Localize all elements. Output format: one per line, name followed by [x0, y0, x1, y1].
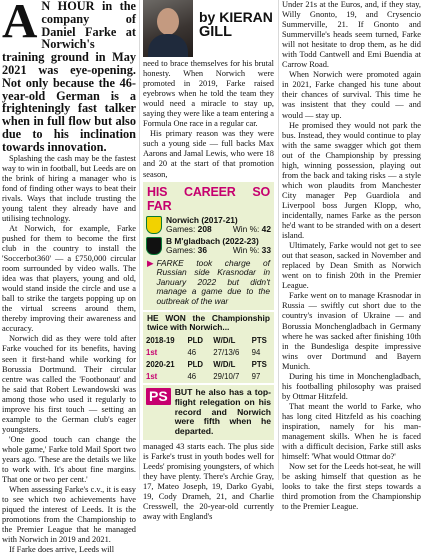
table-row [143, 371, 274, 383]
lead-text: N HOUR in the company of Daniel Farke at Norwich's training ground in May 2021 was eye-opening. Not only because the 46-year-old German is a frighteningly fast talker when in full flow but also due to his inclination towards innovation. [2, 0, 136, 154]
win-label: Win %: [232, 245, 260, 256]
paragraph: Ultimately, Farke would not get to see out that season, sacked in November and replaced by Dean Smith as Norwich went on to finish 20th in the Premier League. [282, 241, 421, 291]
table-row [143, 335, 274, 347]
games-label: Games: [166, 245, 196, 256]
club-name: B M'gladbach (2022-23) [166, 235, 259, 246]
club-norwich [143, 215, 274, 236]
paragraph: managed 43 starts each. The plus side is Farke's trust in youth bodes well for Leeds' promising youngsters, of which they have plenty. There's Archie Gray, 17, Mateo Joseph, 19, Darko Gyabi, 19, Cody Drameh, 21, and Charlie Cresswell, the 20-year-old currently away with England's [143, 441, 274, 522]
games-label: Games: [166, 224, 196, 235]
paragraph: Under 21s at the Euros, and, if they stay, Willy Gnonto, 19, and Crysencio Summerville, 21. If Gnonto and Summerville's heads seem turned, Farke will not hesitate to drop them, as he did with Todd Cantwell and Emi Buendia at Carrow Road. [282, 0, 421, 70]
games-value: 208 [197, 224, 212, 235]
paragraph: At Norwich, for example, Farke pushed for them to become the first club in the country to install the 'Soccerbot360' — a £750,000 circular room surrounded by video walls. The idea was that players, young and old, would stand inside the circle and use a ball to strike the targets popping up on the virtual screens around them, thereby improving their awareness and accuracy. [2, 223, 136, 334]
byline-prefix: by KIERAN [199, 9, 273, 25]
table-cell: 94 [251, 347, 261, 357]
club-gladbach [143, 236, 274, 257]
games-value: 36 [197, 245, 207, 256]
table-cell: 46 [187, 371, 197, 381]
position-cell: 1st [146, 371, 158, 381]
column-header: W/D/L [213, 335, 236, 345]
column-header: PTS [251, 335, 267, 345]
gladbach-crest-icon [146, 237, 162, 255]
table-cell: 29/10/7 [213, 371, 240, 381]
table-row [143, 359, 274, 371]
paragraph: During his time in Monchengladbach, his footballing philosophy was praised by Ottmar Hitzfeld. [282, 371, 421, 401]
triangle-right-icon: ▶ [147, 257, 154, 268]
career-note [143, 257, 274, 310]
ps-text: BUT he also has a top-flight relegation on his record and Norwich were fifth when he departed. [174, 386, 271, 437]
stats-box [143, 312, 274, 383]
byline-surname: GILL [199, 24, 233, 40]
paragraph: Farke went on to manage Krasnodar in Russia — swiftly cut short due to the country's invasion of Ukraine — and Borussia Monchengladbach in Germany where he was sacked after finishing 10th in the Bundesliga despite impressive wins over Dortmund and Bayern Munich. [282, 291, 421, 371]
ps-tag: PS [146, 388, 171, 405]
lead-paragraph [2, 0, 136, 154]
paragraph: His primary reason was they were such a young side — full backs Max Aarons and Jamal Lewis, who were 18 and 20 at the start of that promotion season, [143, 129, 274, 179]
table-row [143, 347, 274, 359]
paragraph: need to brace themselves for his brutal honesty. When Norwich were promoted in 2019, Farke raised eyebrows when he told the team they would need a miracle to stay up, saying they were like a team entering a Formula One race in a regular car. [143, 59, 274, 129]
column-header: PLD [187, 359, 204, 369]
paragraph: If Farke does arrive, Leeds will [9, 545, 115, 555]
paragraph: Splashing the cash may be the fastest way to win in football, but Leeds are on the brink of hiring a manager who is fond of finding other ways to beat their rivals. Ways that include trusting the young talent they already have and utilising technology. [2, 153, 136, 223]
paragraph: Norwich did as they were told after Farke vouched for its benefits, having seen it first-hand while working for Borussia Dortmund. Their circular centre was called the 'Footbonaut' and he said that Robert Lewandowski was among those who used it regularly to improve his first touch — setting an example to the German club's eager youngsters. [2, 334, 136, 434]
author-photo [143, 0, 193, 57]
paragraph: When Norwich were promoted again in 2021, Farke changed his tune about their chances of survival. This time he was insistent that they could — and would — stay up. [282, 70, 421, 120]
stats-table [143, 335, 274, 383]
column-header: W/D/L [213, 359, 236, 369]
article-column-1 [2, 0, 136, 555]
club-name: Norwich (2017-21) [166, 214, 238, 225]
position-cell: 1st [146, 347, 158, 357]
stats-title: HE WON the Championship twice with Norwich... [147, 312, 270, 333]
career-box [143, 182, 274, 310]
drop-cap: A [2, 0, 38, 48]
paragraph: Now set for the Leeds hot-seat, he will be asking himself that question as he looks to take the first steps towards a third promotion from the Championship to the Premier League. [282, 462, 421, 512]
win-label: Win %: [232, 224, 260, 235]
table-cell: 97 [251, 371, 261, 381]
table-cell: 46 [187, 347, 197, 357]
paragraph: When assessing Farke's c.v., it is easy to see which two achievements have piqued the interest of Leeds. It is the promotions from the Championship to the Premier League that he managed with Norwich in 2019 and 2021. [2, 485, 136, 545]
paragraph: He promised they would not park the bus. Instead, they would continue to play with the same swagger which got them out of the Championship by pressing high, winning possession, playing out from the back and taking risks — a style which won plaudits from Manchester City manager Pep Guardiola and Liverpool boss Jurgen Klopp, who, incidentally, names Farke as the person he'd want to be stranded with on a desert island. [282, 120, 421, 241]
win-value: 42 [261, 224, 271, 235]
paragraph: 'One good touch can change the whole game,' Farke told Mail Sport two years ago. 'These are the details we like to work with. It's about fine margins. That one or two per cent.' [2, 434, 136, 485]
table-cell: 27/13/6 [213, 347, 240, 357]
byline [143, 0, 274, 58]
article-column-3 [282, 0, 421, 512]
paragraph: That meant the world to Farke, who has long cited Hitzfeld as his coaching inspiration, namely for his man-management skills. When he is faced with a difficult decision, Farke still asks himself: 'What would Ottmar do?' [282, 401, 421, 462]
career-box-title: HIS CAREER SO FAR [147, 184, 270, 213]
norwich-crest-icon [146, 216, 162, 234]
win-value: 33 [261, 245, 271, 256]
season-header: 2018-19 [146, 335, 175, 345]
author-name [199, 0, 273, 40]
column-header: PLD [187, 335, 204, 345]
ps-box [143, 385, 274, 440]
column-divider [278, 0, 279, 480]
column-header: PTS [251, 359, 267, 369]
column-divider [139, 0, 140, 480]
note-text: FARKE took charge of Russian side Krasnodar in January 2022 but didn't manage a game due to the outbreak of the war [156, 257, 270, 306]
season-header: 2020-21 [146, 359, 175, 369]
article-column-2 [143, 0, 274, 522]
